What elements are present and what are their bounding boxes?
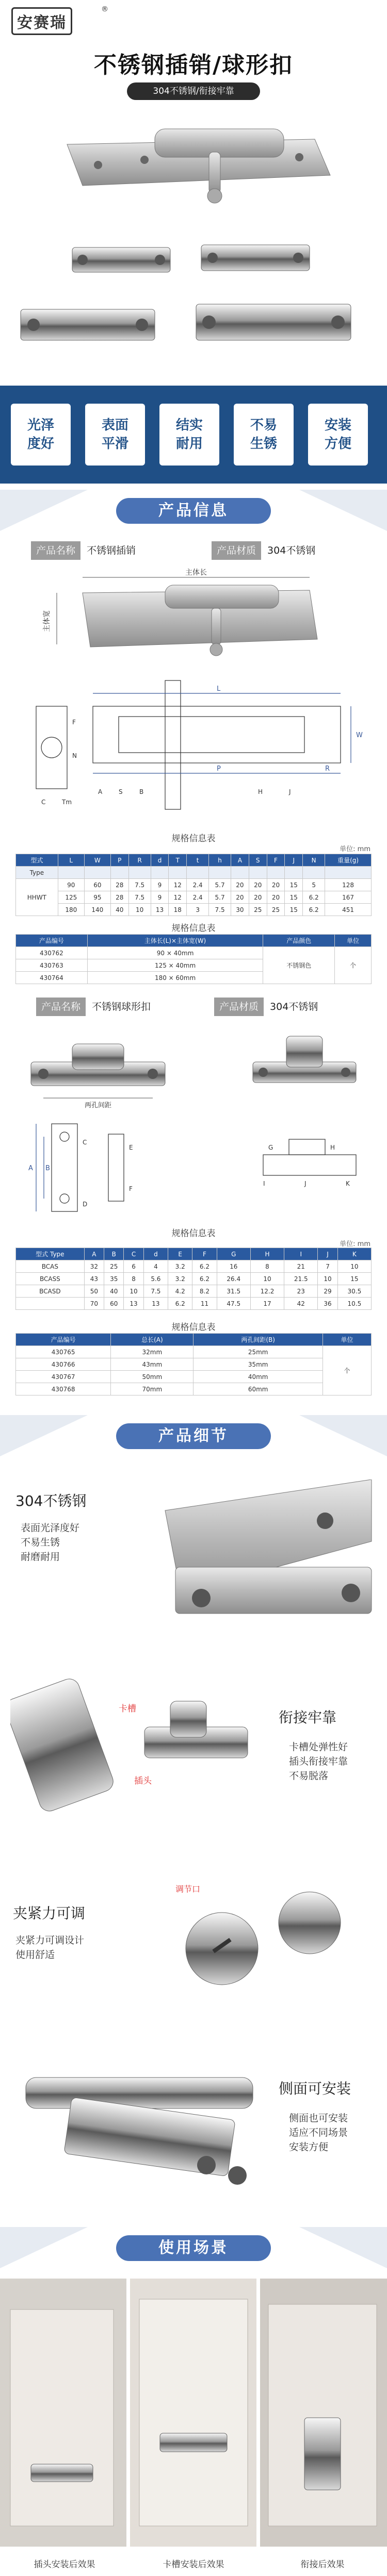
length-label: 主体长 — [185, 569, 207, 577]
model-cell: BCASD — [16, 1285, 85, 1298]
table-cell: 125 — [58, 891, 84, 904]
bolt-spec-table — [15, 854, 372, 916]
table-cell: 15 — [285, 891, 303, 904]
table-cell: 28 — [110, 879, 128, 891]
column-header: 产品编号 — [16, 935, 88, 947]
table-cell: 31.5 — [217, 1285, 250, 1298]
sub-cell — [285, 867, 303, 879]
table-cell: 17 — [250, 1298, 284, 1310]
column-header: t — [187, 854, 209, 867]
dim-A: A — [98, 788, 103, 795]
catch-spec-unit: 单位: mm — [340, 1240, 370, 1248]
table-cell: 30 — [231, 904, 249, 916]
dim-W: W — [356, 732, 363, 739]
column-header: A — [84, 1248, 104, 1260]
bolt-list-title: 规格信息表 — [171, 923, 216, 934]
detail-2-title: 衔接牢靠 — [279, 1709, 337, 1726]
column-header: 两孔间距(B) — [194, 1334, 322, 1346]
sub-cell — [187, 867, 209, 879]
slot-tag: 卡槽 — [119, 1704, 136, 1714]
section-banner-usage — [0, 2227, 387, 2268]
table-cell: 5.7 — [209, 879, 231, 891]
type-header: 型式 Type — [16, 1248, 85, 1260]
feature-durable: 结实 耐用 — [159, 404, 219, 466]
table-cell: 4.2 — [168, 1285, 192, 1298]
catch-label-row — [0, 998, 387, 1018]
table-cell: 6.2 — [192, 1260, 217, 1273]
detail-1-text: 表面光泽度好 不易生锈 耐磨耐用 — [21, 1522, 80, 1563]
table-cell: 5 — [303, 879, 325, 891]
table-cell: 430767 — [16, 1371, 111, 1383]
sub-cell — [151, 867, 169, 879]
catch-material-label: 产品材质 304不锈钢 — [214, 998, 324, 1016]
table-cell: 167 — [325, 891, 372, 904]
sub-cell — [267, 867, 285, 879]
ball-catch-3 — [21, 309, 155, 340]
table-cell: 5.6 — [143, 1273, 168, 1285]
column-header: d — [143, 1248, 168, 1260]
column-header: F — [192, 1248, 217, 1260]
size-cell: 180 × 60mm — [87, 972, 263, 984]
column-header: A — [231, 854, 249, 867]
column-header: 产品编号 — [16, 1334, 111, 1346]
table-cell: 20 — [267, 879, 285, 891]
feature-strip — [0, 386, 387, 484]
bolt-name-label: 产品名称 不锈钢插销 — [31, 541, 142, 560]
table-cell: 18 — [169, 904, 187, 916]
table-row — [16, 1383, 372, 1395]
dim-B: B — [45, 1165, 50, 1172]
section-title: 使用场景 — [116, 2235, 271, 2261]
table-cell: 16 — [217, 1260, 250, 1273]
table-cell: 3.2 — [168, 1273, 192, 1285]
bolt-spec-title: 规格信息表 — [171, 834, 216, 844]
detail-2-image — [10, 1670, 258, 1825]
table-cell: 36 — [318, 1298, 337, 1310]
table-cell: 140 — [84, 904, 110, 916]
column-header: E — [168, 1248, 192, 1260]
table-cell: 451 — [325, 904, 372, 916]
sub-cell — [169, 867, 187, 879]
column-header: N — [303, 854, 325, 867]
bolt-list-table — [15, 934, 372, 984]
detail-4-title: 侧面可安装 — [279, 2080, 351, 2097]
table-cell: 13 — [124, 1298, 143, 1310]
table-cell: 128 — [325, 879, 372, 891]
column-header: 产品颜色 — [263, 935, 335, 947]
dim-I: I — [263, 1180, 265, 1187]
usage-photos — [0, 2279, 387, 2547]
column-header: B — [104, 1248, 124, 1260]
column-header: 主体长(L)×主体宽(W) — [87, 935, 263, 947]
table-row — [16, 1273, 372, 1285]
dim-F: F — [129, 1185, 133, 1192]
table-cell: 10.5 — [337, 1298, 371, 1310]
feature-smooth: 表面 平滑 — [85, 404, 145, 466]
ball-catch-1 — [72, 247, 170, 272]
column-header: W — [84, 854, 110, 867]
sub-cell — [128, 867, 151, 879]
table-cell: 90 — [58, 879, 84, 891]
dim-G: G — [268, 1144, 273, 1151]
table-cell: 10 — [337, 1260, 371, 1273]
table-cell: 20 — [249, 891, 267, 904]
model-cell: BCASS — [16, 1273, 85, 1285]
dim-Tm: Tm — [62, 799, 72, 806]
feature-easy-install: 安装 方便 — [308, 404, 368, 466]
table-cell: 2.4 — [187, 879, 209, 891]
hero-product-image — [0, 108, 387, 376]
table-row — [16, 1285, 372, 1298]
catch-technical-drawing — [21, 1114, 366, 1222]
table-cell: 15 — [337, 1273, 371, 1285]
dim-B: B — [139, 788, 144, 795]
usage-caption-1: 插头安装后效果 — [34, 2560, 95, 2570]
bolt-dimension-photo — [0, 567, 387, 665]
unit-cell: 个 — [335, 947, 372, 984]
dim-H: H — [258, 788, 263, 795]
table-cell: 21.5 — [284, 1273, 318, 1285]
product-code-cell: 430763 — [16, 959, 88, 972]
table-row — [16, 1346, 372, 1358]
ball-catch-2 — [201, 245, 310, 271]
table-cell: 40mm — [194, 1371, 322, 1383]
table-cell: 60mm — [194, 1383, 322, 1395]
table-cell: 12 — [169, 879, 187, 891]
column-header: T — [169, 854, 187, 867]
table-cell: 180 — [58, 904, 84, 916]
feature-rustproof: 不易 生锈 — [234, 404, 294, 466]
bolt-technical-drawing — [15, 670, 372, 820]
table-cell: 3.2 — [168, 1260, 192, 1273]
sub-cell — [249, 867, 267, 879]
table-cell: 9 — [151, 891, 169, 904]
column-header: R — [128, 854, 151, 867]
catch-photos — [0, 1026, 387, 1108]
size-cell: 125 × 40mm — [87, 959, 263, 972]
table-cell: 35 — [104, 1273, 124, 1285]
brand-row — [0, 0, 387, 36]
table-cell: 430765 — [16, 1346, 111, 1358]
table-row — [16, 1371, 372, 1383]
table-cell: 6.2 — [303, 891, 325, 904]
dim-C: C — [83, 1139, 87, 1146]
table-row — [16, 947, 372, 959]
table-cell: 20 — [249, 879, 267, 891]
column-header: 重量(g) — [325, 854, 372, 867]
table-cell: 28 — [110, 891, 128, 904]
dim-L: L — [217, 685, 221, 693]
table-row — [16, 904, 372, 916]
bolt-material-label: 产品材质 304不锈钢 — [212, 541, 321, 560]
column-header: d — [151, 854, 169, 867]
table-cell: 12 — [169, 891, 187, 904]
registered-mark: ® — [101, 5, 108, 13]
product-code-cell: 430764 — [16, 972, 88, 984]
sub-cell — [84, 867, 110, 879]
table-cell: 50 — [84, 1285, 104, 1298]
table-cell: 430768 — [16, 1383, 111, 1395]
catch-list-title: 规格信息表 — [171, 1322, 216, 1333]
dim-S: S — [119, 788, 123, 795]
section-banner-info — [0, 490, 387, 531]
table-cell: 10 — [128, 904, 151, 916]
sub-cell — [58, 867, 84, 879]
table-row — [16, 1358, 372, 1371]
column-header: 单位 — [322, 1334, 371, 1346]
table-cell: 7.5 — [143, 1285, 168, 1298]
table-cell: 43mm — [111, 1358, 194, 1371]
detail-3-image — [144, 1866, 377, 2016]
usage-caption-2: 卡槽安装后效果 — [163, 2560, 224, 2570]
table-cell: 20 — [231, 891, 249, 904]
table-cell: 8 — [124, 1273, 143, 1285]
table-cell: 25 — [267, 904, 285, 916]
table-cell: 430766 — [16, 1358, 111, 1371]
column-header: P — [110, 854, 128, 867]
bolt-label-row — [0, 541, 387, 562]
catch-spec-table — [15, 1248, 372, 1310]
dim-J: J — [289, 788, 291, 795]
table-cell: 13 — [143, 1298, 168, 1310]
type-header: 型式 — [16, 854, 58, 867]
table-cell: 21 — [284, 1260, 318, 1273]
table-cell: 30.5 — [337, 1285, 371, 1298]
column-header: C — [124, 1248, 143, 1260]
catch-name-label: 产品名称 不锈钢球形扣 — [36, 998, 157, 1016]
dim-A: A — [28, 1165, 33, 1172]
table-cell: 29 — [318, 1285, 337, 1298]
dim-P: P — [217, 765, 221, 773]
hero-subtitle: 304不锈钢/衔接牢靠 — [127, 82, 260, 100]
catch-spec-title: 规格信息表 — [171, 1228, 216, 1239]
section-banner-detail — [0, 1415, 387, 1456]
sub-cell — [110, 867, 128, 879]
column-header: F — [267, 854, 285, 867]
table-row — [16, 879, 372, 891]
table-cell: 11 — [192, 1298, 217, 1310]
dim-N: N — [72, 752, 77, 759]
table-cell: 2.4 — [187, 891, 209, 904]
table-cell: 47.5 — [217, 1298, 250, 1310]
table-cell: 7.5 — [128, 891, 151, 904]
dim-R: R — [325, 765, 330, 773]
ball-catch-4 — [196, 304, 351, 340]
plug-tag: 插头 — [134, 1776, 152, 1786]
table-cell: 8.2 — [192, 1285, 217, 1298]
table-cell: 70mm — [111, 1383, 194, 1395]
width-label: 主体宽 — [43, 610, 51, 632]
column-header: S — [249, 854, 267, 867]
table-cell: 7 — [318, 1260, 337, 1273]
hero-title: 不锈钢插销/球形扣 — [93, 52, 294, 78]
color-cell: 不锈钢色 — [263, 947, 335, 984]
table-cell: 60 — [104, 1298, 124, 1310]
table-cell: 35mm — [194, 1358, 322, 1371]
dim-H: H — [330, 1144, 335, 1151]
column-header: G — [217, 1248, 250, 1260]
table-cell: 6.2 — [192, 1273, 217, 1285]
dim-J: J — [304, 1180, 307, 1187]
model-cell: HHWT — [16, 879, 58, 916]
brand-logo: 安赛瑞 — [11, 7, 72, 35]
sub-cell — [325, 867, 372, 879]
table-cell: 25mm — [194, 1346, 322, 1358]
dim-E: E — [129, 1144, 133, 1151]
detail-4-text: 侧面也可安装 适应不同场景 安装方便 — [289, 2113, 348, 2153]
dim-K: K — [346, 1180, 350, 1187]
table-cell: 40 — [104, 1285, 124, 1298]
table-cell: 60 — [84, 879, 110, 891]
size-cell: 90 × 40mm — [87, 947, 263, 959]
sub-cell — [231, 867, 249, 879]
dim-C: C — [41, 799, 46, 806]
section-title: 产品细节 — [116, 1423, 271, 1449]
detail-3-title: 夹紧力可调 — [13, 1905, 86, 1922]
table-cell: 50mm — [111, 1371, 194, 1383]
table-cell: 9 — [151, 879, 169, 891]
sub-cell — [209, 867, 231, 879]
product-code-cell: 430762 — [16, 947, 88, 959]
table-cell: 20 — [231, 879, 249, 891]
table-cell: 3 — [187, 904, 209, 916]
column-header: H — [250, 1248, 284, 1260]
detail-3-text: 夹紧力可调设计 使用舒适 — [15, 1935, 85, 1960]
table-cell: 5.7 — [209, 891, 231, 904]
bolt-spec-unit: 单位: mm — [340, 845, 370, 853]
table-cell: 70 — [84, 1298, 104, 1310]
table-cell: 42 — [284, 1298, 318, 1310]
table-cell: 43 — [84, 1273, 104, 1285]
unit-cell: 个 — [322, 1346, 371, 1395]
table-cell: 95 — [84, 891, 110, 904]
model-cell — [16, 1298, 85, 1310]
table-cell: 26.4 — [217, 1273, 250, 1285]
detail-4-image — [10, 2047, 268, 2196]
hole-distance-label: 两孔间距 — [84, 1102, 112, 1108]
table-cell: 6.2 — [303, 904, 325, 916]
detail-1-title: 304不锈钢 — [15, 1492, 87, 1509]
table-row — [16, 1298, 372, 1310]
dim-D: D — [83, 1201, 88, 1208]
table-cell: 15 — [285, 879, 303, 891]
column-header: I — [284, 1248, 318, 1260]
adjust-port-tag: 调节口 — [175, 1884, 201, 1894]
table-cell: 23 — [284, 1285, 318, 1298]
table-cell: 25 — [249, 904, 267, 916]
feature-gloss: 光泽 度好 — [11, 404, 71, 466]
table-row — [16, 1260, 372, 1273]
table-cell: 10 — [124, 1285, 143, 1298]
model-cell: BCAS — [16, 1260, 85, 1273]
type-en-cell: Type — [16, 867, 58, 879]
detail-1-image — [134, 1480, 377, 1634]
usage-caption-3: 衔接后效果 — [300, 2560, 345, 2570]
table-cell: 7.5 — [209, 904, 231, 916]
table-cell: 6 — [124, 1260, 143, 1273]
column-header: 总长(A) — [111, 1334, 194, 1346]
detail-2-text: 卡槽处弹性好 插头衔接牢靠 不易脱落 — [289, 1741, 348, 1782]
barrel-bolt-large — [67, 129, 330, 203]
table-cell: 15 — [285, 904, 303, 916]
column-header: J — [285, 854, 303, 867]
dim-F: F — [72, 719, 76, 726]
table-cell: 10 — [250, 1273, 284, 1285]
sub-cell — [303, 867, 325, 879]
table-cell: 25 — [104, 1260, 124, 1273]
table-cell: 20 — [267, 891, 285, 904]
column-header: J — [318, 1248, 337, 1260]
table-cell: 13 — [151, 904, 169, 916]
table-cell: 8 — [250, 1260, 284, 1273]
table-cell: 32mm — [111, 1346, 194, 1358]
catch-list-table — [15, 1333, 372, 1395]
section-title: 产品信息 — [116, 498, 271, 524]
table-cell: 6.2 — [168, 1298, 192, 1310]
table-cell: 40 — [110, 904, 128, 916]
table-cell: 32 — [84, 1260, 104, 1273]
table-cell: 7.5 — [128, 879, 151, 891]
column-header: h — [209, 854, 231, 867]
table-cell: 12.2 — [250, 1285, 284, 1298]
column-header: 单位 — [335, 935, 372, 947]
table-cell: 10 — [318, 1273, 337, 1285]
table-row — [16, 891, 372, 904]
column-header: K — [337, 1248, 371, 1260]
table-cell: 4 — [143, 1260, 168, 1273]
column-header: L — [58, 854, 84, 867]
